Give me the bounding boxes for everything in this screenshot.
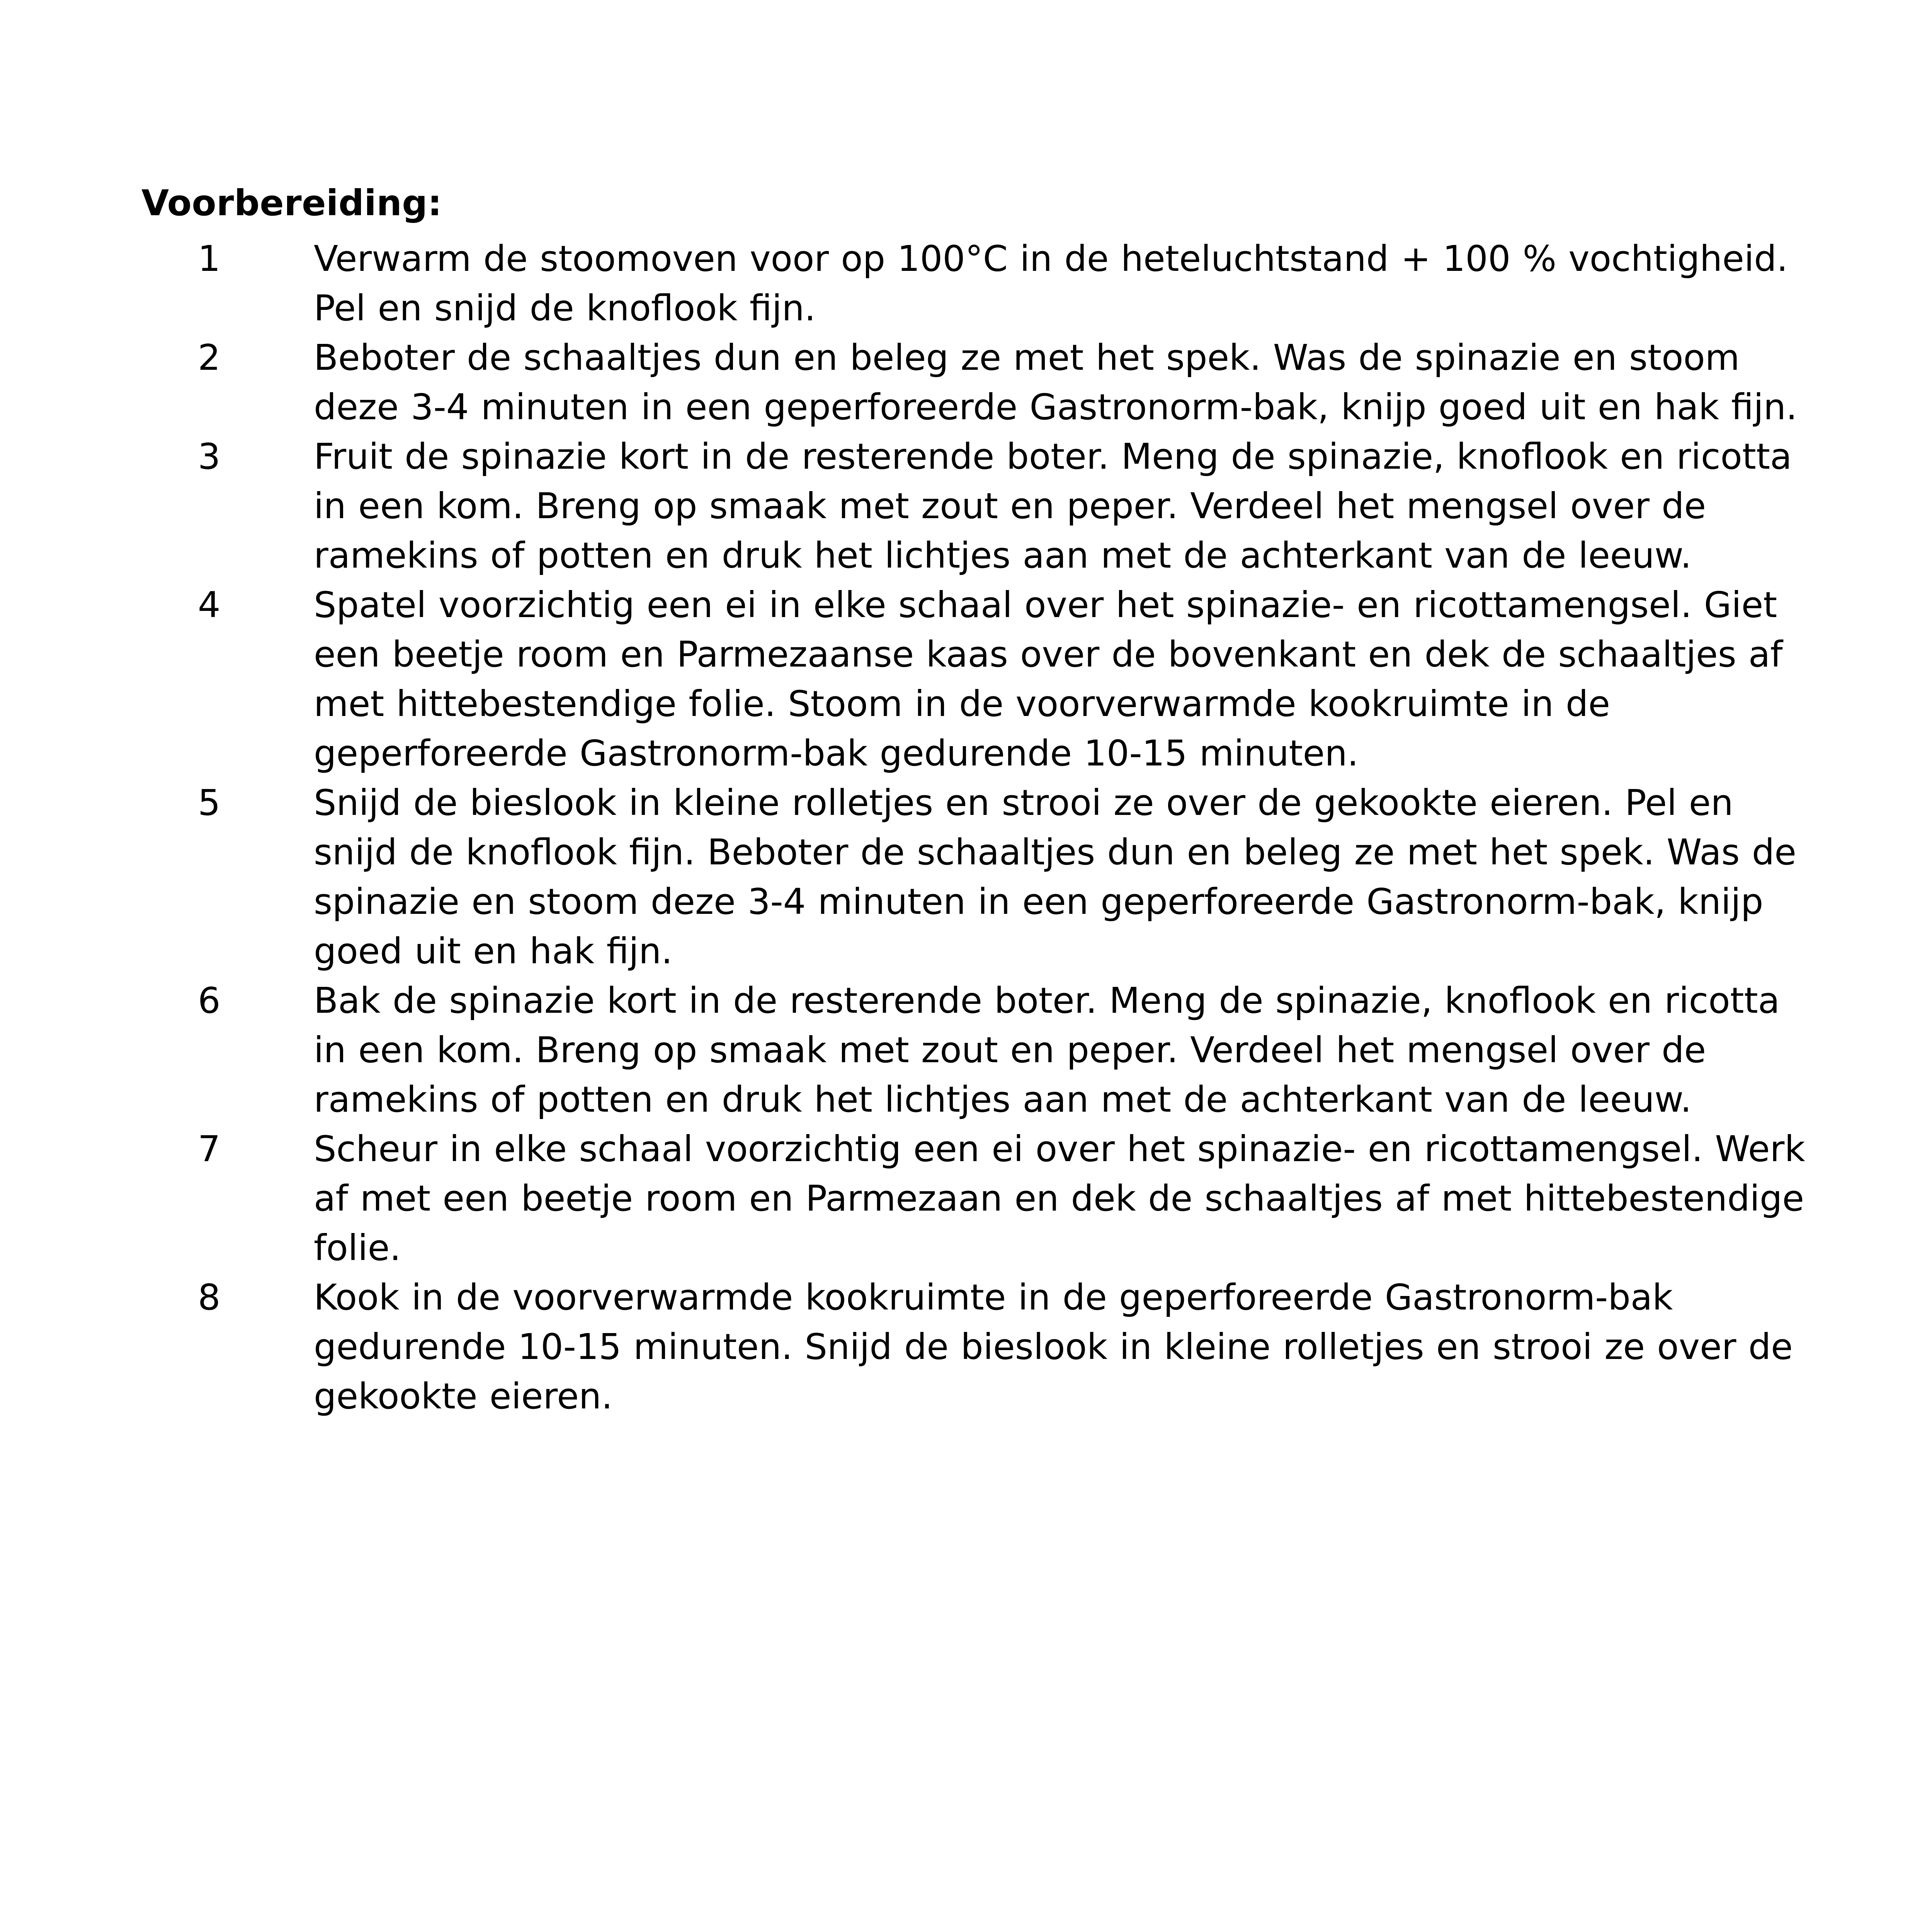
list-item [0,1124,1932,1273]
step-text: Kook in de voorverwarmde kookruimte in de geperforeerde Gastronorm-bak gedurende 10-15 minuten. Snijd de bieslook in kleine rolletjes en strooi ze over de gekookte eieren. [314,1277,1793,1417]
step-text: Bak de spinazie kort in de resterende boter. Meng de spinazie, knoflook en ricotta in een kom. Breng op smaak met zout en peper. Verdeel het mengsel over de ramekins of potten en druk het lichtjes aan met de achterkant van de leeuw. [314,980,1780,1120]
preparation-steps-list [0,234,1932,1421]
step-text: Fruit de spinazie kort in de resterende boter. Meng de spinazie, knoflook en ricotta in een kom. Breng op smaak met zout en peper. Verdeel het mengsel over de ramekins of potten en druk het lichtjes aan met de achterkant van de leeuw. [314,436,1792,576]
list-item [0,234,1932,333]
step-number: 3 [198,436,221,477]
step-number: 6 [198,980,221,1021]
list-item [0,333,1932,432]
step-text: Verwarm de stoomoven voor op 100°C in de heteluchtstand + 100 % vochtigheid. Pel en snijd de knoflook fijn. [314,238,1788,329]
step-number: 5 [198,782,221,823]
step-text: Beboter de schaaltjes dun en beleg ze met het spek. Was de spinazie en stoom deze 3-4 minuten in een geperforeerde Gastronorm-bak, knijp goed uit en hak fijn. [314,337,1798,428]
step-number: 2 [198,337,221,378]
list-item [0,432,1932,580]
step-number: 1 [198,238,221,279]
step-text: Spatel voorzichtig een ei in elke schaal over het spinazie- en ricottamengsel. Giet een beetje room en Parmezaanse kaas over de bovenkant en dek de schaaltjes af met hittebestendige folie. Stoom in de voorverwarmde kookruimte in de geperforeerde Gastronorm-bak gedurende 10-15 minuten. [314,584,1783,774]
list-item [0,976,1932,1124]
list-item [0,1273,1932,1421]
list-item [0,580,1932,778]
section-heading: Voorbereiding: [141,182,442,224]
step-number: 8 [198,1277,221,1318]
list-item [0,778,1932,976]
step-text: Scheur in elke schaal voorzichtig een ei over het spinazie- en ricottamengsel. Werk af met een beetje room en Parmezaan en dek de schaaltjes af met hittebestendige folie. [314,1128,1805,1269]
step-number: 4 [198,584,221,626]
step-text: Snijd de bieslook in kleine rolletjes en strooi ze over de gekookte eieren. Pel en snijd de knoflook fijn. Beboter de schaaltjes dun en beleg ze met het spek. Was de spinazie en stoom deze 3-4 minuten in een geperforeerde Gastronorm-bak, knijp goed uit en hak fijn. [314,782,1796,972]
step-number: 7 [198,1128,221,1170]
